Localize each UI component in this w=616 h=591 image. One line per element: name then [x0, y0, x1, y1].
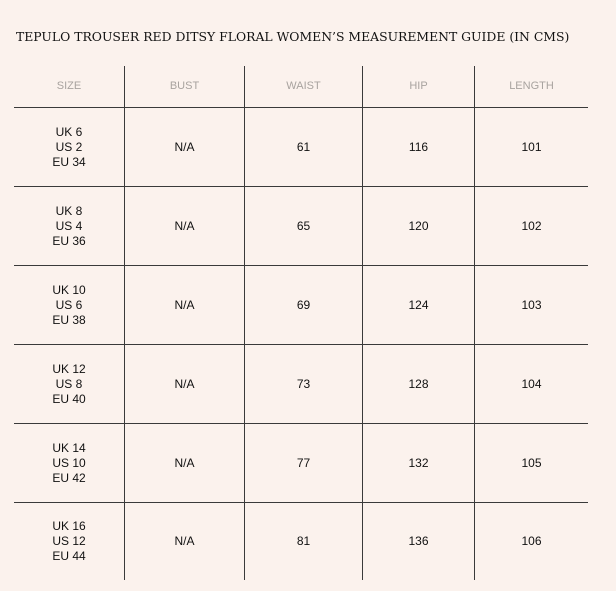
- length-cell: 101: [521, 139, 542, 154]
- size-us: US 2: [55, 139, 83, 154]
- hip-cell: 132: [408, 455, 429, 470]
- bust-cell: N/A: [174, 455, 195, 470]
- length-cell: 104: [521, 376, 542, 391]
- waist-cell: 61: [296, 139, 311, 154]
- hip-cell: 124: [408, 297, 429, 312]
- waist-cell: 77: [296, 455, 311, 470]
- page-title: TEPULO TROUSER RED DITSY FLORAL WOMEN’S MEASUREMENT GUIDE (IN CMS): [16, 29, 570, 44]
- hip-cell: 136: [408, 534, 429, 548]
- size-us: US 10: [52, 455, 86, 470]
- size-eu: EU 38: [52, 312, 86, 327]
- size-eu: EU 34: [52, 154, 86, 169]
- size-cell: [14, 266, 124, 344]
- bust-cell: N/A: [174, 376, 195, 391]
- size-cell: [14, 345, 124, 423]
- length-cell: 102: [521, 218, 542, 233]
- size-cell: [14, 187, 124, 265]
- bust-cell: N/A: [174, 139, 195, 154]
- hip-cell: 120: [408, 218, 429, 233]
- size-eu: EU 36: [52, 233, 86, 248]
- size-uk: UK 8: [55, 203, 83, 218]
- size-cell: [14, 503, 124, 580]
- size-uk: UK 16: [52, 519, 86, 533]
- bust-cell: N/A: [174, 218, 195, 233]
- length-cell: 106: [521, 534, 542, 548]
- bust-cell: N/A: [174, 297, 195, 312]
- bust-cell: N/A: [174, 534, 195, 548]
- size-uk: UK 14: [52, 440, 86, 455]
- size-uk: UK 12: [52, 361, 86, 376]
- waist-cell: 73: [296, 376, 311, 391]
- size-eu: EU 42: [52, 470, 86, 485]
- header-size: SIZE: [56, 80, 82, 92]
- hip-cell: 116: [408, 139, 429, 154]
- length-cell: 103: [521, 297, 542, 312]
- size-eu: EU 40: [52, 391, 86, 406]
- size-us: US 12: [52, 534, 86, 548]
- size-eu: EU 44: [52, 549, 86, 563]
- size-cell: [14, 108, 124, 186]
- size-us: US 6: [55, 297, 83, 312]
- header-length: LENGTH: [509, 80, 554, 92]
- header-hip: HIP: [409, 80, 428, 92]
- size-us: US 8: [55, 376, 83, 391]
- waist-cell: 65: [296, 218, 311, 233]
- size-us: US 4: [55, 218, 83, 233]
- waist-cell: 69: [296, 297, 311, 312]
- header-bust: BUST: [169, 80, 200, 92]
- header-waist: WAIST: [286, 80, 321, 92]
- size-uk: UK 10: [52, 282, 86, 297]
- size-cell: [14, 424, 124, 502]
- size-uk: UK 6: [55, 124, 83, 139]
- hip-cell: 128: [408, 376, 429, 391]
- waist-cell: 81: [296, 534, 311, 548]
- length-cell: 105: [521, 455, 542, 470]
